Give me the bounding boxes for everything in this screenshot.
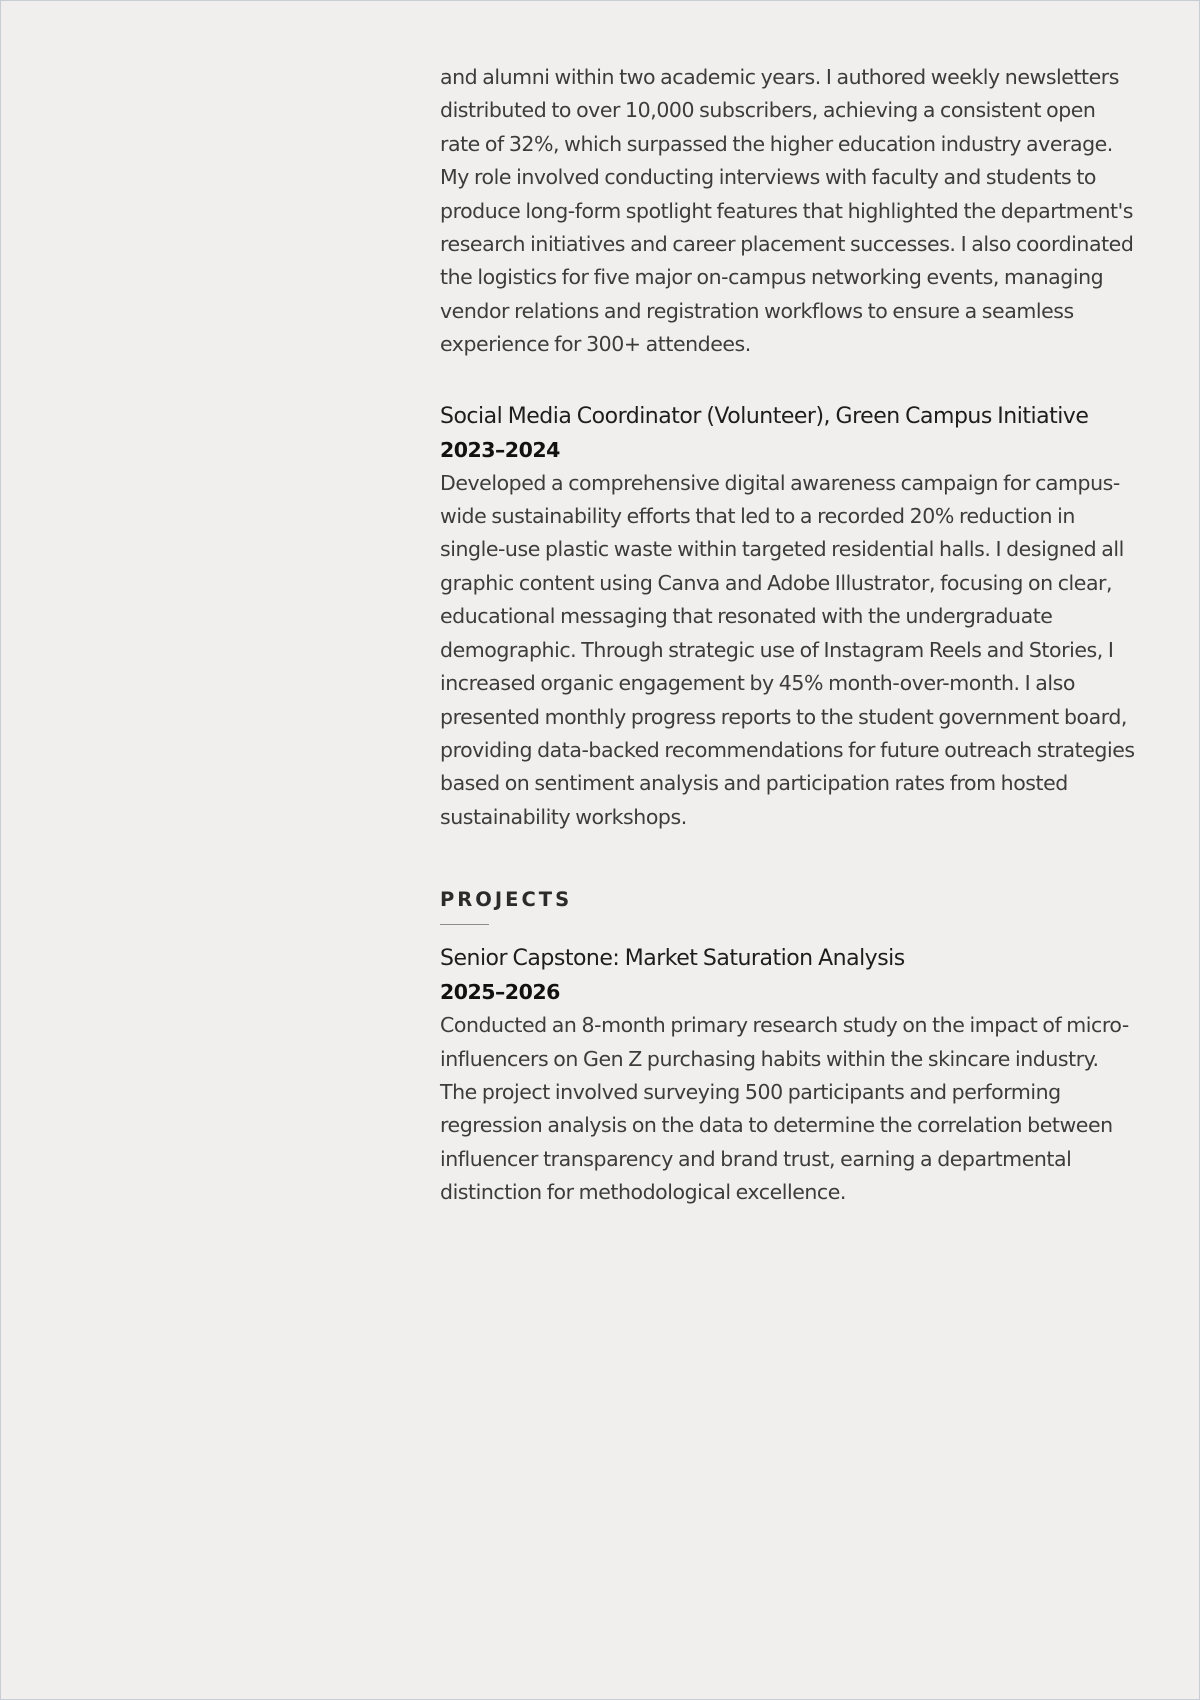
experience-section <box>440 61 1140 834</box>
section-divider <box>440 924 489 925</box>
projects-section <box>440 886 1140 1209</box>
project-entry-title: Senior Capstone: Market Saturation Analysis <box>440 946 905 972</box>
project-entry <box>440 943 1140 1209</box>
experience-entry-dates: 2023–2024 <box>440 437 560 462</box>
experience-continued-paragraph: and alumni within two academic years. I authored weekly newsletters distributed to over 10,000 subscribers, achieving a consistent open rate of 32%, which surpassed the higher education industry average. My role involved conducting interviews with faculty and students to produce long-form spotlight features that highlighted the department's research initiatives and career placement successes. I also coordinated the logistics for five major on-campus networking events, managing vendor relations and registration workflows to ensure a seamless experience for 300+ attendees. <box>440 65 1134 357</box>
project-entry-dates: 2025–2026 <box>440 980 560 1005</box>
projects-heading: PROJECTS <box>440 888 573 912</box>
project-entry-description: Conducted an 8-month primary research study on the impact of micro-influencers on Gen Z purchasing habits within the skincare industry. The project involved surveying 500 participants and performing regression analysis on the data to determine the correlation between influencer transparency and brand trust, earning a departmental distinction for methodological excellence. <box>440 1013 1129 1205</box>
experience-entry <box>440 401 1140 834</box>
resume-page-content <box>440 61 1140 1210</box>
experience-entry-description: Developed a comprehensive digital awareness campaign for campus-wide sustainability efforts that led to a recorded 20% reduction in single-use plastic waste within targeted residential halls. I designed all graphic content using Canva and Adobe Illustrator, focusing on clear, educational messaging that resonated with the undergraduate demographic. Through strategic use of Instagram Reels and Stories, I increased organic engagement by 45% month-over-month. I also presented monthly progress reports to the student government board, providing data-backed recommendations for future outreach strategies based on sentiment analysis and participation rates from hosted sustainability workshops. <box>440 470 1135 829</box>
experience-entry-title: Social Media Coordinator (Volunteer), Green Campus Initiative <box>440 403 1089 429</box>
